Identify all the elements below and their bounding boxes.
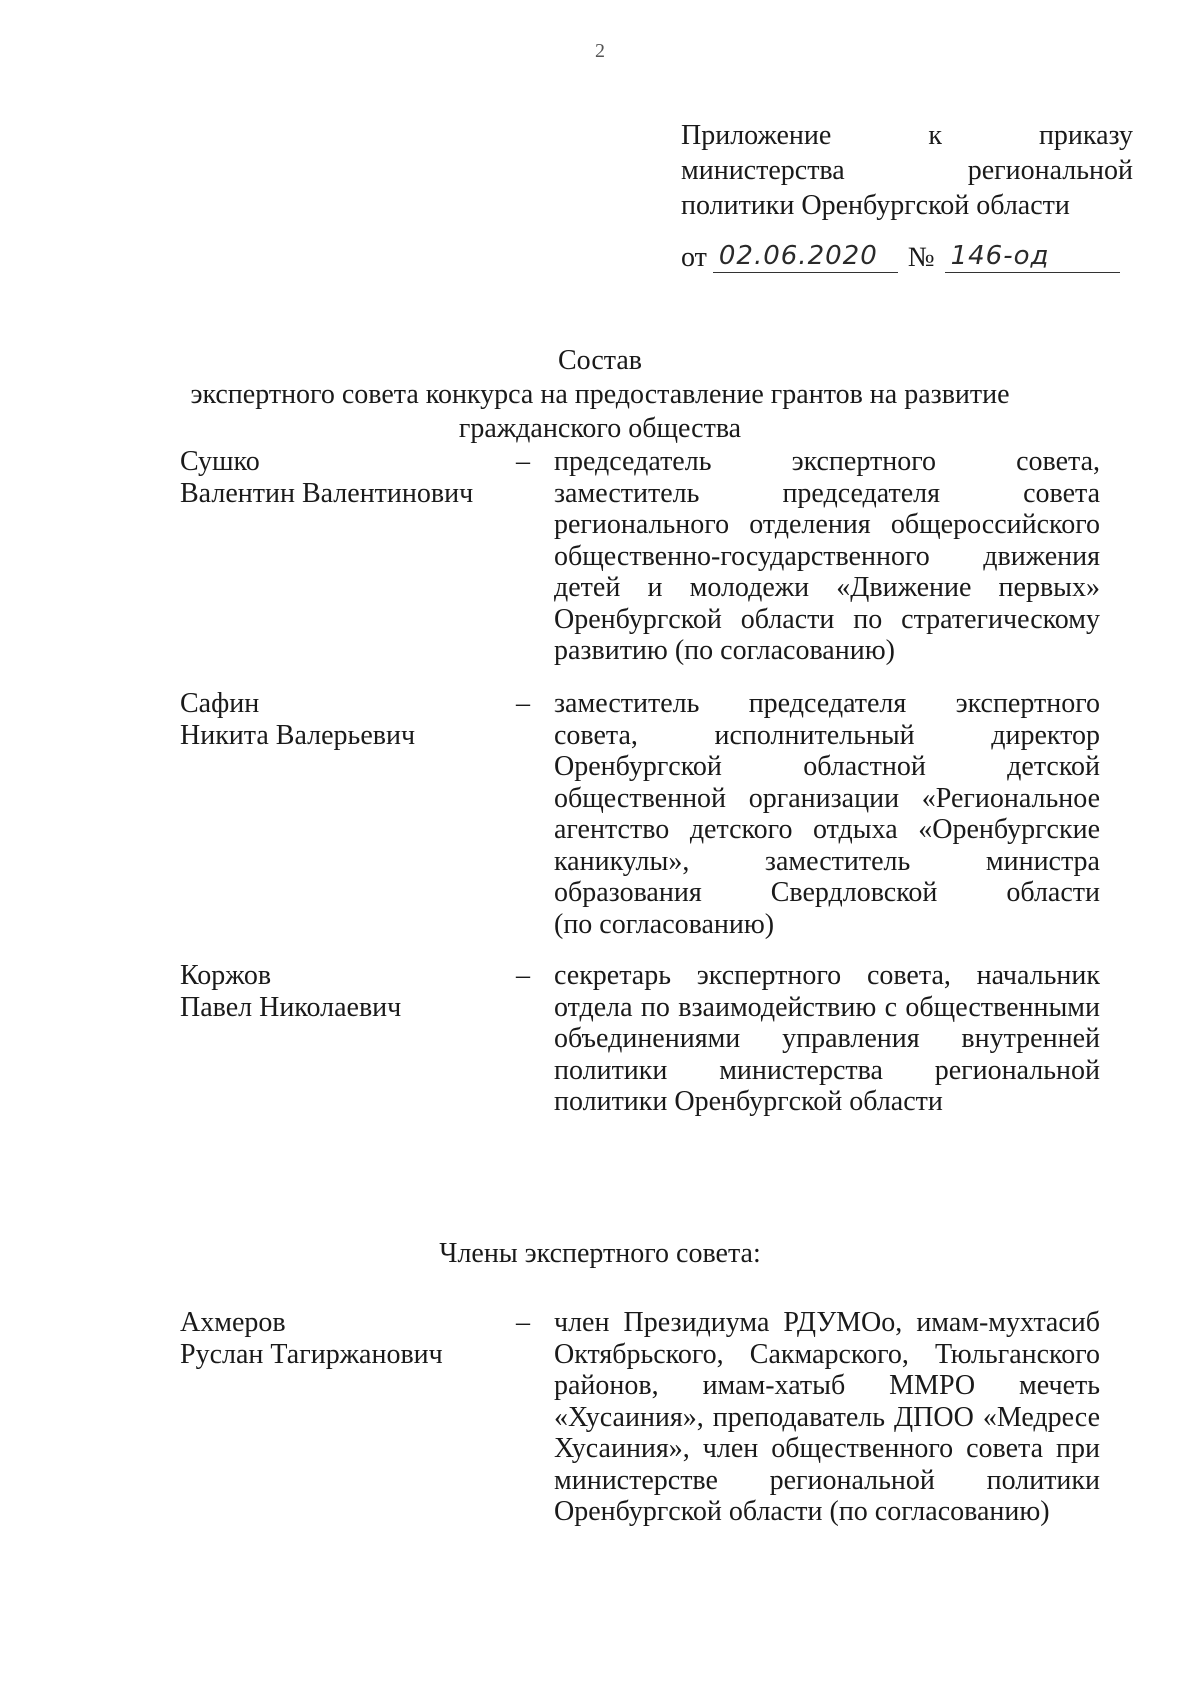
description-line: Октябрьского, Сакмарского, Тюльганского bbox=[554, 1338, 1100, 1370]
description-line: секретарь экспертного совета, начальник bbox=[554, 960, 1100, 991]
title-line-1: Состав bbox=[557, 345, 643, 376]
description-line: министерстве региональной политики bbox=[554, 1464, 1100, 1496]
description-line: агентство детского отдыха «Оренбургские bbox=[554, 814, 1100, 845]
member-given-names: Никита Валерьевич bbox=[180, 719, 416, 751]
dash-separator: – bbox=[516, 960, 530, 991]
member-description bbox=[554, 446, 1100, 667]
member-name bbox=[180, 446, 500, 509]
handwritten-date: 02.06.2020 bbox=[713, 240, 898, 273]
member-given-names: Руслан Тагиржанович bbox=[180, 1338, 443, 1370]
dash-separator: – bbox=[516, 1307, 530, 1338]
description-line: политики министерства региональной bbox=[554, 1054, 1100, 1086]
description-line: Хусаиния», член общественного совета при bbox=[554, 1433, 1100, 1464]
order-date-number-row bbox=[681, 225, 1133, 275]
description-line: «Хусаиния», преподаватель ДПОО «Медресе bbox=[554, 1401, 1100, 1433]
appendix-line-1: Приложение к приказу bbox=[681, 120, 1133, 151]
description-line: член Президиума РДУМОо, имам-мухтасиб bbox=[554, 1307, 1100, 1338]
handwritten-order-number: 146-од bbox=[945, 240, 1120, 273]
number-prefix: № bbox=[907, 242, 935, 273]
member-description bbox=[554, 1307, 1100, 1528]
date-prefix: от bbox=[681, 242, 707, 273]
appendix-line-2: министерства региональной bbox=[681, 155, 1133, 186]
description-line: отдела по взаимодействию с общественными bbox=[554, 991, 1100, 1023]
description-line: детей и молодежи «Движение первых» bbox=[554, 572, 1100, 603]
description-line: Оренбургской области (по согласованию) bbox=[554, 1496, 1050, 1527]
member-surname: Коржов bbox=[180, 960, 272, 991]
description-line: заместитель председателя совета bbox=[554, 477, 1100, 509]
member-name bbox=[180, 960, 500, 1023]
description-line: Оренбургской областной детской bbox=[554, 751, 1100, 782]
description-line: председатель экспертного совета, bbox=[554, 446, 1100, 477]
member-name bbox=[180, 688, 500, 751]
member-surname: Сушко bbox=[180, 446, 260, 477]
member-surname: Сафин bbox=[180, 688, 260, 719]
document-title bbox=[0, 344, 1200, 446]
description-line: Оренбургской области по стратегическому bbox=[554, 603, 1100, 635]
description-line: образования Свердловской области bbox=[554, 877, 1100, 908]
dash-separator: – bbox=[516, 688, 530, 719]
description-line: общественной организации «Региональное bbox=[554, 782, 1100, 814]
member-name bbox=[180, 1307, 500, 1370]
members-section-heading: Члены экспертного совета: bbox=[439, 1238, 761, 1269]
member-description bbox=[554, 960, 1100, 1118]
dash-separator: – bbox=[516, 446, 530, 477]
description-line: совета, исполнительный директор bbox=[554, 719, 1100, 751]
appendix-block bbox=[681, 118, 1133, 275]
description-line: общественно-государственного движения bbox=[554, 540, 1100, 572]
member-surname: Ахмеров bbox=[180, 1307, 286, 1338]
description-line: объединениями управления внутренней bbox=[554, 1023, 1100, 1054]
member-given-names: Павел Николаевич bbox=[180, 991, 402, 1023]
description-line: (по согласованию) bbox=[554, 908, 775, 940]
description-line: районов, имам-хатыб ММРО мечеть bbox=[554, 1370, 1100, 1401]
description-line: заместитель председателя экспертного bbox=[554, 688, 1100, 719]
description-line: регионального отделения общероссийского bbox=[554, 509, 1100, 540]
title-line-2: экспертного совета конкурса на предоставление грантов на развитие bbox=[190, 379, 1010, 410]
description-line: политики Оренбургской области bbox=[554, 1086, 943, 1117]
appendix-line-3: политики Оренбургской области bbox=[681, 190, 1070, 221]
page-number: 2 bbox=[595, 40, 605, 62]
member-description bbox=[554, 688, 1100, 940]
title-line-3: гражданского общества bbox=[458, 413, 742, 444]
description-line: развитию (по согласованию) bbox=[554, 635, 895, 666]
description-line: каникулы», заместитель министра bbox=[554, 845, 1100, 877]
member-given-names: Валентин Валентинович bbox=[180, 477, 474, 509]
